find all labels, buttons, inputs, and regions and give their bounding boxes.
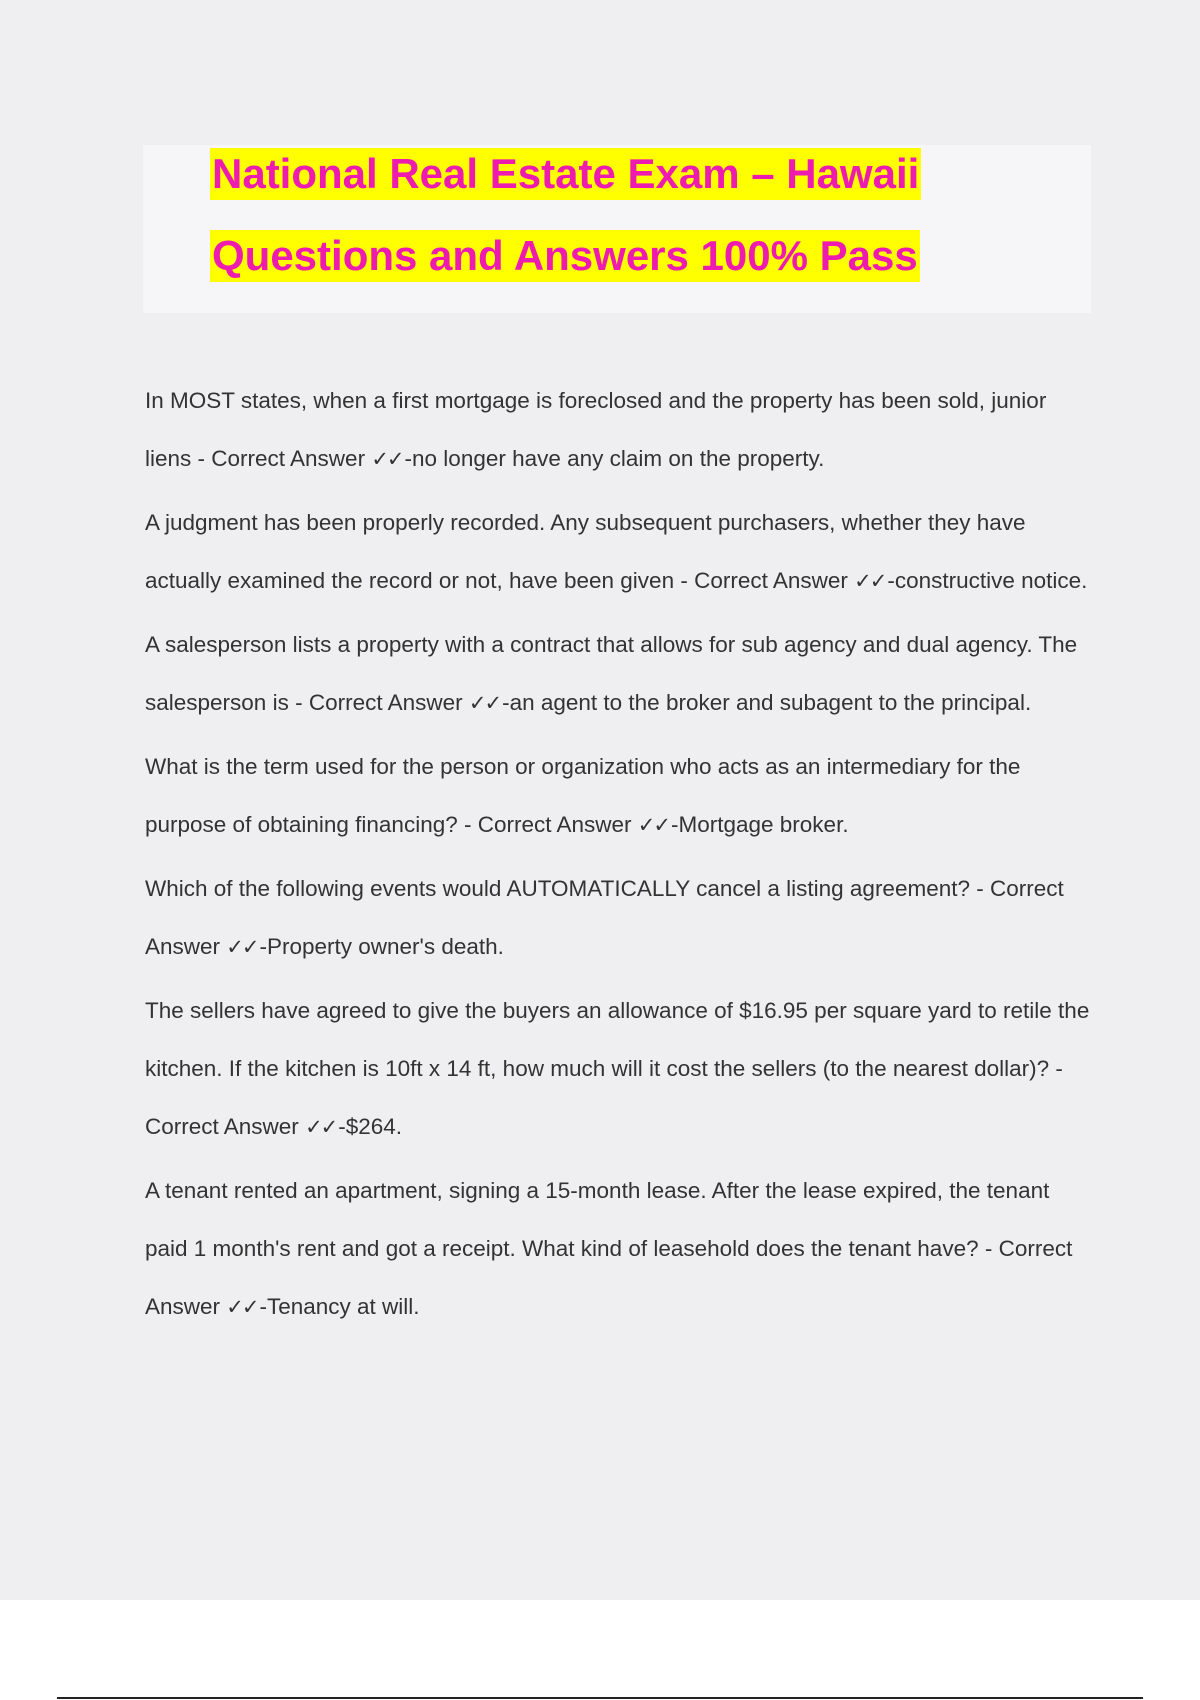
double-check-icon: ✓✓	[226, 935, 258, 959]
double-check-icon: ✓✓	[305, 1115, 337, 1139]
qa-item	[145, 494, 1095, 610]
question-text: In MOST states, when a first mortgage is foreclosed and the property has been sold, junior liens - Correct Answer	[145, 388, 1047, 471]
qa-list	[145, 372, 1095, 1336]
double-check-icon: ✓✓	[371, 447, 403, 471]
answer-text: -constructive notice.	[887, 568, 1088, 593]
qa-item	[145, 860, 1095, 976]
double-check-icon: ✓✓	[854, 569, 886, 593]
document-title-line-1: National Real Estate Exam – Hawaii	[210, 148, 921, 200]
answer-text: -an agent to the broker and subagent to the principal.	[502, 690, 1032, 715]
document-title-line-2: Questions and Answers 100% Pass	[210, 230, 920, 282]
qa-item	[145, 372, 1095, 488]
answer-text: -Tenancy at will.	[259, 1294, 420, 1319]
answer-text: -$264.	[338, 1114, 403, 1139]
qa-item	[145, 1162, 1095, 1336]
footer-divider	[57, 1697, 1143, 1699]
answer-text: -Property owner's death.	[259, 934, 504, 959]
qa-item	[145, 982, 1095, 1156]
double-check-icon: ✓✓	[637, 813, 669, 837]
qa-item	[145, 616, 1095, 732]
answer-text: -Mortgage broker.	[670, 812, 849, 837]
question-text: A judgment has been properly recorded. Any subsequent purchasers, whether they have actually examined the record or not, have been given - Correct Answer	[145, 510, 1026, 593]
answer-text: -no longer have any claim on the property.	[404, 446, 825, 471]
question-text: The sellers have agreed to give the buyers an allowance of $16.95 per square yard to retile the kitchen. If the kitchen is 10ft x 14 ft, how much will it cost the sellers (to the nearest dollar)? - Correct Answer	[145, 998, 1090, 1139]
question-text: A salesperson lists a property with a contract that allows for sub agency and dual agency. The salesperson is - Correct Answer	[145, 632, 1078, 715]
double-check-icon: ✓✓	[468, 691, 501, 715]
qa-item	[145, 738, 1095, 854]
question-text: What is the term used for the person or organization who acts as an intermediary for the purpose of obtaining financing? - Correct Answer	[145, 754, 1021, 837]
double-check-icon: ✓✓	[226, 1295, 258, 1319]
question-text: A tenant rented an apartment, signing a 15-month lease. After the lease expired, the tenant paid 1 month's rent and got a receipt. What kind of leasehold does the tenant have? - Correct Answer	[145, 1178, 1073, 1319]
question-text: Which of the following events would AUTOMATICALLY cancel a listing agreement? - Correct Answer	[145, 876, 1064, 959]
